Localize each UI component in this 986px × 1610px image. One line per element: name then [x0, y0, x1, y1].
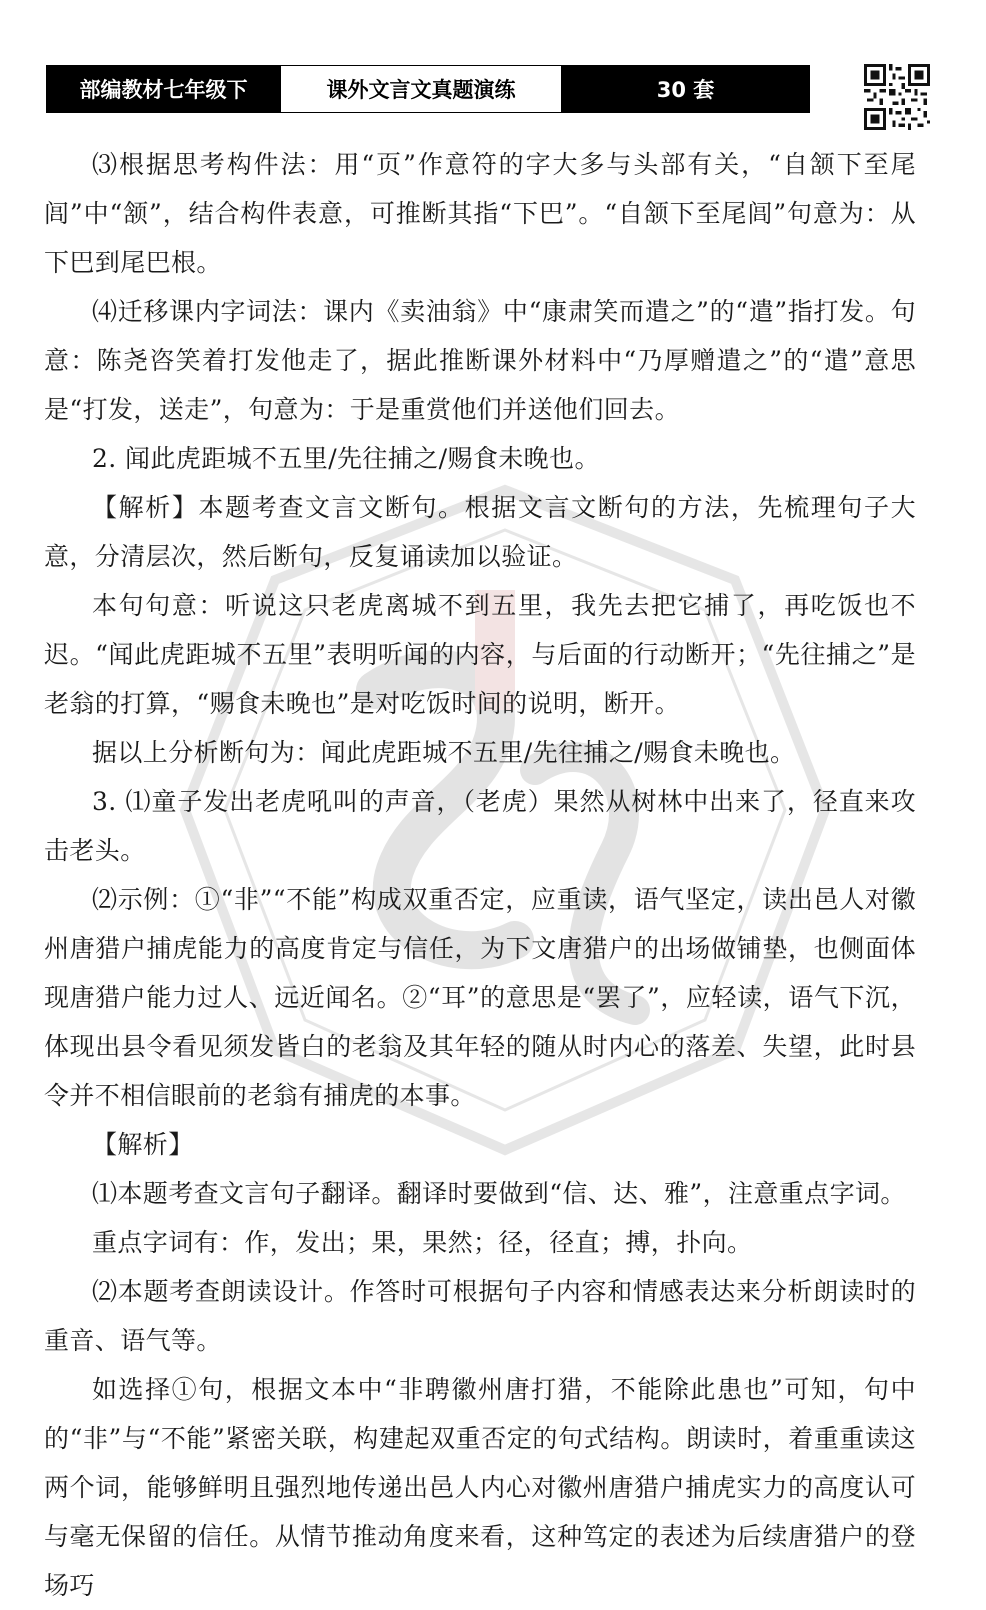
- paragraph: 如选择①句，根据文本中“非聘徽州唐打猎，不能除此患也”可知，句中的“非”与“不能”紧密关联，构建起双重否定的句式结构。朗读时，着重重读这两个词，能够鲜明且强烈地传递出邑人内心对徽州唐猎户捕虎实力的高度认可与毫无保留的信任。从情节推动角度来看，这种笃定的表述为后续唐猎户的登场巧: [44, 1375, 916, 1600]
- paragraph: ⑵本题考查朗读设计。作答时可根据句子内容和情感表达来分析朗读时的重音、语气等。: [44, 1277, 916, 1355]
- header-bar: [46, 65, 810, 113]
- header-set-count: 30 套: [562, 66, 809, 112]
- paragraph: ⑵示例：①“非”“不能”构成双重否定，应重读，语气坚定，读出邑人对徽州唐猎户捕虎能力的高度肯定与信任，为下文唐猎户的出场做铺垫，也侧面体现唐猎户能力过人、远近闻名。②“耳”的意思是“罢了”，应轻读，语气下沉，体现出县令看见须发皆白的老翁及其年轻的随从时内心的落差、失望，此时县令并不相信眼前的老翁有捕虎的本事。: [44, 885, 916, 1110]
- paragraph: 【解析】: [92, 1130, 194, 1159]
- paragraph: 2. 闻此虎距城不五里/先往捕之/赐食未晚也。: [92, 444, 600, 473]
- qr-code-icon: [864, 64, 930, 130]
- answer-content: [44, 140, 916, 1610]
- header-grade-label: 部编教材七年级下: [47, 66, 280, 112]
- paragraph: ⑶根据思考构件法：用“页”作意符的字大多与头部有关，“自颔下至尾闾”中“颔”，结合构件表意，可推断其指“下巴”。“自颔下至尾闾”句意为：从下巴到尾巴根。: [44, 150, 916, 277]
- paragraph: ⑷迁移课内字词法：课内《卖油翁》中“康肃笑而遣之”的“遣”指打发。句意：陈尧咨笑着打发他走了，据此推断课外材料中“乃厚赠遣之”的“遣”意思是“打发，送走”，句意为：于是重赏他们并送他们回去。: [44, 297, 916, 424]
- paragraph: 重点字词有：作，发出；果，果然；径，径直；搏，扑向。: [92, 1228, 753, 1257]
- header-title: 课外文言文真题演练: [280, 66, 562, 112]
- paragraph: 3. ⑴童子发出老虎吼叫的声音，（老虎）果然从树林中出来了，径直来攻击老头。: [44, 787, 916, 865]
- paragraph: 【解析】本题考查文言文断句。根据文言文断句的方法，先梳理句子大意，分清层次，然后断句，反复诵读加以验证。: [44, 493, 916, 571]
- paragraph: 本句句意：听说这只老虎离城不到五里，我先去把它捕了，再吃饭也不迟。“闻此虎距城不五里”表明听闻的内容，与后面的行动断开；“先往捕之”是老翁的打算，“赐食未晚也”是对吃饭时间的说明，断开。: [44, 591, 916, 718]
- paragraph: ⑴本题考查文言句子翻译。翻译时要做到“信、达、雅”，注意重点字词。: [92, 1179, 906, 1208]
- paragraph: 据以上分析断句为：闻此虎距城不五里/先往捕之/赐食未晚也。: [92, 738, 796, 767]
